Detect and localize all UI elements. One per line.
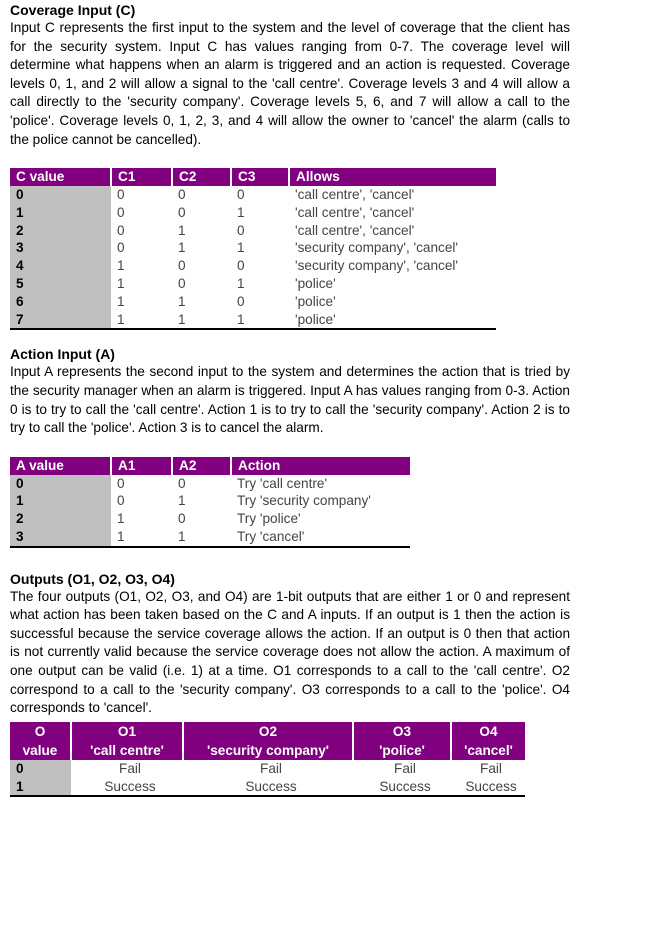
header-o4-line2: 'cancel' xyxy=(464,742,513,758)
o3-cell: Success xyxy=(379,778,431,794)
c1-cell: 0 xyxy=(117,204,125,220)
allows-cell: 'police' xyxy=(295,275,336,291)
header-o4-line1: O4 xyxy=(479,723,498,739)
c3-cell: 1 xyxy=(237,204,245,220)
outputs-table xyxy=(10,722,525,798)
o-value-cell: 0 xyxy=(10,760,71,778)
outputs-paragraph: The four outputs (O1, O2, O3, and O4) are 1-bit outputs that are either 1 or 0 and represent what action has been taken based on the C and A inputs. If an output is 1 then the action is successful because the service coverage allows the action. If an output is 0 then that action is not currently valid because the service coverage does not allow the action. A maximum of one output can be valid (i.e. 1) at a time. O1 corresponds to a call to the 'call centre'. O2 correspond to a call to the 'security company'. O3 corresponds to a call to the 'police'. O4 corresponds to 'cancel'. xyxy=(10,588,570,716)
allows-cell: 'call centre', 'cancel' xyxy=(295,222,415,238)
a-value-cell: 1 xyxy=(10,492,111,510)
table-row xyxy=(10,222,496,240)
o-value-cell: 1 xyxy=(10,778,71,797)
outputs-heading: Outputs (O1, O2, O3, O4) xyxy=(10,570,175,587)
action-table xyxy=(10,457,410,548)
o2-cell: Success xyxy=(245,778,297,794)
header-allows: Allows xyxy=(289,168,496,186)
c2-cell: 0 xyxy=(178,186,186,202)
a1-cell: 0 xyxy=(117,475,125,491)
table-row xyxy=(10,311,496,330)
o3-cell: Fail xyxy=(394,760,416,776)
table-row xyxy=(10,528,410,547)
table-row xyxy=(10,475,410,493)
c2-cell: 1 xyxy=(178,311,186,327)
o1-cell: Fail xyxy=(119,760,141,776)
header-c2: C2 xyxy=(172,168,231,186)
header-a1: A1 xyxy=(111,457,172,475)
table-row xyxy=(10,778,525,797)
c1-cell: 0 xyxy=(117,222,125,238)
c3-cell: 1 xyxy=(237,311,245,327)
header-a2: A2 xyxy=(172,457,231,475)
c1-cell: 0 xyxy=(117,240,125,256)
action-cell: Try 'security company' xyxy=(237,493,371,509)
header-c1: C1 xyxy=(111,168,172,186)
header-o1-line2: 'call centre' xyxy=(90,742,164,758)
a2-cell: 0 xyxy=(178,475,186,491)
header-o2 xyxy=(183,722,353,760)
table-row xyxy=(10,204,496,222)
c3-cell: 0 xyxy=(237,186,245,202)
action-table-header xyxy=(10,457,410,475)
header-o-line2: value xyxy=(22,742,58,758)
allows-cell: 'police' xyxy=(295,311,336,327)
o4-cell: Success xyxy=(465,778,517,794)
table-row xyxy=(10,275,496,293)
a1-cell: 1 xyxy=(117,511,125,527)
header-o3-line2: 'police' xyxy=(379,742,425,758)
o2-cell: Fail xyxy=(260,760,282,776)
header-a-value: A value xyxy=(10,457,111,475)
c-value-cell: 7 xyxy=(10,311,111,330)
header-o-line1: O xyxy=(34,723,46,739)
c1-cell: 0 xyxy=(117,186,125,202)
header-o4 xyxy=(451,722,525,760)
action-cell: Try 'police' xyxy=(237,511,301,527)
coverage-table-header xyxy=(10,168,496,186)
c2-cell: 0 xyxy=(178,275,186,291)
table-row xyxy=(10,293,496,311)
c-value-cell: 2 xyxy=(10,222,111,240)
o4-cell: Fail xyxy=(480,760,502,776)
a-value-cell: 3 xyxy=(10,528,111,547)
header-o3 xyxy=(353,722,451,760)
c1-cell: 1 xyxy=(117,258,125,274)
allows-cell: 'call centre', 'cancel' xyxy=(295,186,415,202)
c-value-cell: 1 xyxy=(10,204,111,222)
header-o3-line1: O3 xyxy=(392,723,412,739)
allows-cell: 'police' xyxy=(295,293,336,309)
a2-cell: 0 xyxy=(178,511,186,527)
c3-cell: 1 xyxy=(237,275,245,291)
document-page xyxy=(10,0,570,797)
c1-cell: 1 xyxy=(117,275,125,291)
allows-cell: 'security company', 'cancel' xyxy=(295,258,458,274)
coverage-paragraph: Input C represents the first input to the system and the level of coverage that the client has for the security system. Input C has values ranging from 0-7. The coverage level will determine what happens when an alarm is triggered and an action is requested. Coverage levels 0, 1, and 2 will allow a signal to the 'call centre'. Coverage levels 3 and 4 will allow a call directly to the 'security company'. Coverage levels 5, 6, and 7 will allow a call to the 'police'. Coverage levels 0, 1, 2, 3, and 4 will allow the owner to 'cancel' the alarm (calls to the police cannot be cancelled). xyxy=(10,20,570,147)
table-row xyxy=(10,257,496,275)
header-action: Action xyxy=(231,457,410,475)
o1-cell: Success xyxy=(104,778,156,794)
a2-cell: 1 xyxy=(178,528,186,544)
c2-cell: 1 xyxy=(178,240,186,256)
table-row xyxy=(10,510,410,528)
c3-cell: 1 xyxy=(237,240,245,256)
c2-cell: 0 xyxy=(178,258,186,274)
action-cell: Try 'call centre' xyxy=(237,475,328,491)
a2-cell: 1 xyxy=(178,493,186,509)
outputs-table-header xyxy=(10,722,525,760)
table-row xyxy=(10,239,496,257)
header-o1-line1: O1 xyxy=(117,723,137,739)
allows-cell: 'security company', 'cancel' xyxy=(295,240,458,256)
header-o2-line1: O2 xyxy=(258,723,278,739)
header-o-value xyxy=(10,722,71,760)
c-value-cell: 6 xyxy=(10,293,111,311)
a-value-cell: 0 xyxy=(10,475,111,493)
allows-cell: 'call centre', 'cancel' xyxy=(295,204,415,220)
action-heading: Action Input (A) xyxy=(10,346,115,363)
table-row xyxy=(10,760,525,778)
coverage-table xyxy=(10,168,496,330)
c3-cell: 0 xyxy=(237,293,245,309)
c3-cell: 0 xyxy=(237,222,245,238)
c-value-cell: 5 xyxy=(10,275,111,293)
c1-cell: 1 xyxy=(117,311,125,327)
c-value-cell: 4 xyxy=(10,257,111,275)
header-c-value: C value xyxy=(10,168,111,186)
coverage-heading: Coverage Input (C) xyxy=(10,2,136,18)
c-value-cell: 3 xyxy=(10,239,111,257)
c3-cell: 0 xyxy=(237,258,245,274)
c2-cell: 0 xyxy=(178,204,186,220)
header-c3: C3 xyxy=(231,168,289,186)
a1-cell: 1 xyxy=(117,528,125,544)
action-paragraph: Input A represents the second input to the system and determines the action that is tried by the security manager when an alarm is triggered. Input A has values ranging from 0-3. Action 0 is to try to call the 'call centre'. Action 1 is to try to call the 'security company'. Action 2 is to try to call the 'police'. Action 3 is to cancel the alarm. xyxy=(10,364,570,436)
c1-cell: 1 xyxy=(117,293,125,309)
c2-cell: 1 xyxy=(178,222,186,238)
c2-cell: 1 xyxy=(178,293,186,309)
header-o1 xyxy=(71,722,183,760)
c-value-cell: 0 xyxy=(10,186,111,204)
action-cell: Try 'cancel' xyxy=(237,528,305,544)
a-value-cell: 2 xyxy=(10,510,111,528)
table-row xyxy=(10,186,496,204)
header-o2-line2: 'security company' xyxy=(206,742,330,758)
table-row xyxy=(10,492,410,510)
a1-cell: 0 xyxy=(117,493,125,509)
